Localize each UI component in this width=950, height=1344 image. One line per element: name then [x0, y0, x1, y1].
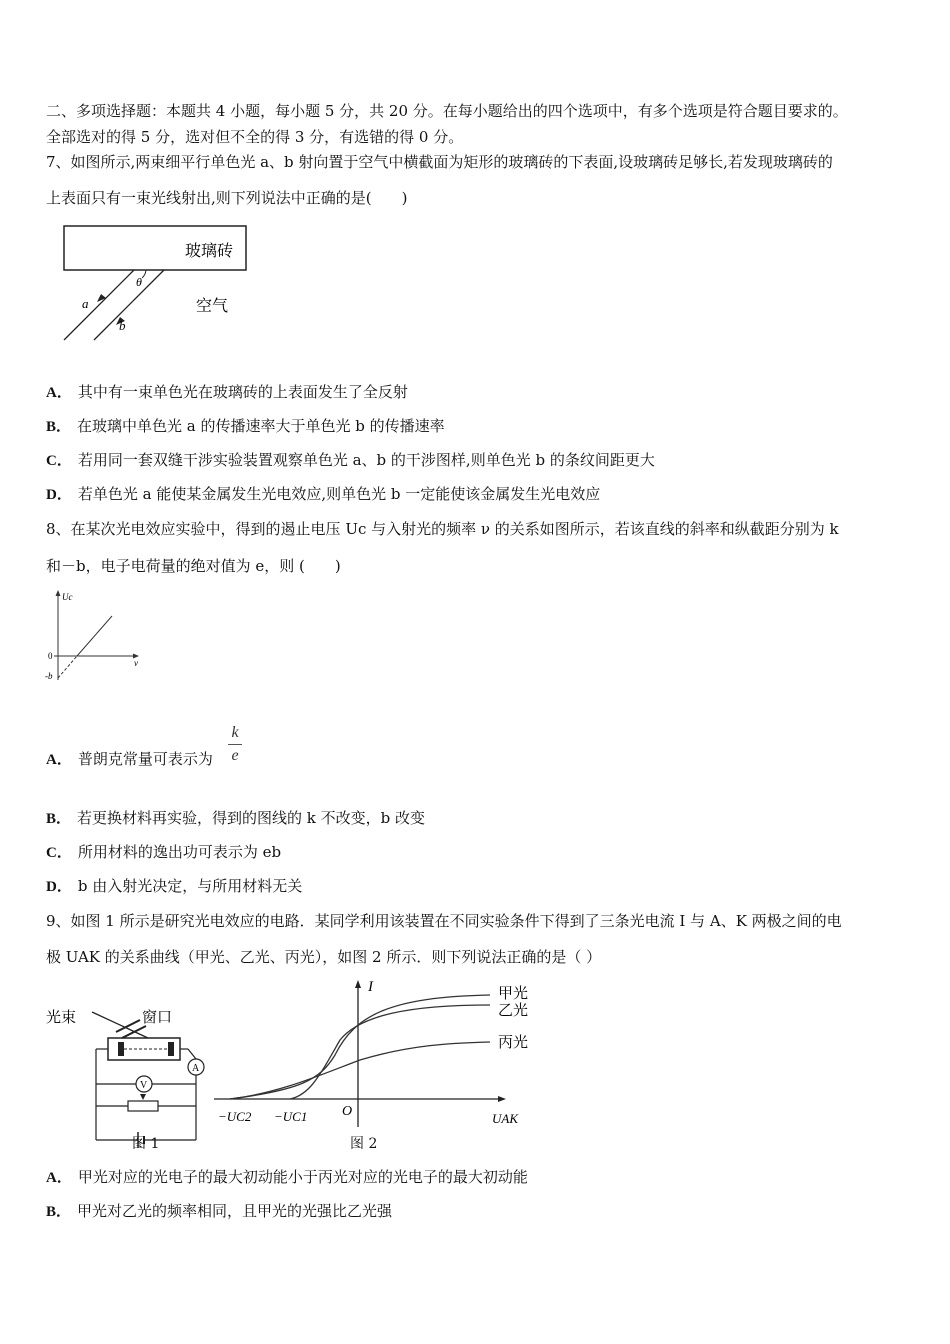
- section-line-2: 全部选对的得 5 分，选对但不全的得 3 分，有选错的得 0 分。: [46, 128, 464, 146]
- curve-bing: [230, 1042, 490, 1099]
- option-key: B．: [46, 419, 72, 435]
- option-key: B．: [46, 1204, 72, 1220]
- option-key: A．: [46, 752, 72, 768]
- q9-stem-line-1: 9、如图 1 所示是研究光电效应的电路．某同学利用该装置在不同实验条件下得到了三条光电流 I 与 A、K 两极之间的电: [46, 912, 842, 930]
- ray-b-label: b: [119, 318, 126, 333]
- angle-label: θ: [136, 275, 142, 289]
- ray-a-arrow: [97, 294, 106, 302]
- fraction-numerator: k: [231, 724, 239, 741]
- y-axis-arrow: [56, 590, 61, 596]
- i-axis-arrow: [355, 980, 361, 988]
- i-axis-label: I: [368, 979, 373, 995]
- option-text: 甲光对乙光的频率相同，且甲光的光强比乙光强: [77, 1202, 393, 1220]
- angle-arc: [142, 270, 146, 278]
- uc-line-extension: [58, 656, 77, 678]
- option-text: 所用材料的逸出功可表示为 eb: [77, 843, 282, 861]
- option-key: C．: [46, 453, 72, 469]
- q7-stem-line-1: 7、如图所示,两束细平行单色光 a、b 射向置于空气中横截面为矩形的玻璃砖的下表面,设玻璃砖足够长,若发现玻璃砖的: [46, 153, 833, 171]
- wire: [188, 1049, 196, 1059]
- figure-1-caption: 图 1: [132, 1136, 160, 1152]
- slider-arrow: [140, 1094, 146, 1100]
- option-text: 若更换材料再实验，得到的图线的 k 不改变，b 改变: [77, 809, 426, 827]
- fraction-k-over-e: [228, 724, 242, 765]
- y-label: Uc: [62, 592, 73, 602]
- q7-option-d[interactable]: [46, 484, 600, 505]
- q9-figure-1-circuit: [44, 1000, 219, 1150]
- option-text: 若用同一套双缝干涉实验装置观察单色光 a、b 的干涉图样,则单色光 b 的条纹间距更大: [77, 451, 655, 469]
- curve-yi-label: 乙光: [498, 1003, 529, 1019]
- option-key: A．: [46, 1170, 72, 1186]
- option-text: 若单色光 a 能使某金属发生光电效应,则单色光 b 一定能使该金属发生光电效应: [77, 485, 601, 503]
- electrode-a: [118, 1042, 124, 1056]
- section-line-1: 二、多项选择题：本题共 4 小题，每小题 5 分，共 20 分。在每小题给出的四个选项中，有多个选项是符合题目要求的。: [46, 102, 848, 120]
- q7-option-b[interactable]: [46, 416, 445, 437]
- option-key: D．: [46, 487, 72, 503]
- ray-a-label: a: [82, 296, 89, 311]
- option-key: B．: [46, 811, 72, 827]
- q9-figure-2-graph: [210, 975, 550, 1135]
- rheostat: [128, 1101, 158, 1111]
- voltmeter-label: V: [140, 1080, 148, 1091]
- q8-option-d[interactable]: [46, 876, 302, 897]
- q8-option-b[interactable]: [46, 808, 425, 829]
- fraction-bar: [228, 744, 242, 745]
- curve-jia-label: 甲光: [498, 986, 529, 1002]
- intercept-label: -b: [45, 671, 53, 681]
- uc2-label: −UC2: [218, 1109, 252, 1124]
- q9-option-b[interactable]: [46, 1201, 392, 1222]
- option-text: 在玻璃中单色光 a 的传播速率大于单色光 b 的传播速率: [77, 417, 445, 435]
- option-key: C．: [46, 845, 72, 861]
- ammeter-label: A: [192, 1063, 200, 1074]
- q7-option-a[interactable]: [46, 382, 408, 403]
- glass-label: 玻璃砖: [185, 243, 234, 260]
- u-axis-arrow: [498, 1096, 506, 1102]
- q9-option-a[interactable]: [46, 1167, 528, 1188]
- option-text: 普朗克常量可表示为: [77, 750, 213, 768]
- q7-stem-line-2: 上表面只有一束光线射出,则下列说法中正确的是( ): [46, 189, 408, 207]
- origin-label: O: [342, 1104, 353, 1119]
- curve-jia: [230, 995, 490, 1099]
- u-axis-label: UAK: [492, 1111, 518, 1126]
- ray-b: [94, 270, 164, 340]
- q7-figure: [46, 220, 266, 345]
- air-label: 空气: [196, 298, 229, 315]
- option-text: b 由入射光决定，与所用材料无关: [77, 877, 303, 895]
- q9-stem-line-2: 极 UAK 的关系曲线（甲光、乙光、丙光），如图 2 所示．则下列说法正确的是（ ）: [46, 948, 602, 966]
- origin-label: 0: [48, 651, 53, 661]
- beam-label: 光束: [46, 1010, 77, 1026]
- q8-graph: [44, 588, 154, 688]
- curve-bing-label: 丙光: [498, 1035, 529, 1051]
- q8-stem-line-2: 和－b，电子电荷量的绝对值为 e，则 ( ): [46, 557, 341, 575]
- q8-option-a[interactable]: [46, 749, 213, 770]
- q7-option-c[interactable]: [46, 450, 655, 471]
- window-label: 窗口: [142, 1010, 173, 1026]
- option-text: 甲光对应的光电子的最大初动能小于丙光对应的光电子的最大初动能: [77, 1168, 528, 1186]
- uc1-label: −UC1: [274, 1109, 308, 1124]
- q8-stem-line-1: 8、在某次光电效应实验中，得到的遏止电压 Uc 与入射光的频率 ν 的关系如图所示，若该直线的斜率和纵截距分别为 k: [46, 520, 839, 538]
- x-label: ν: [134, 658, 138, 668]
- light-beam: [92, 1012, 148, 1038]
- option-key: A．: [46, 385, 72, 401]
- figure-2-caption: 图 2: [350, 1136, 378, 1152]
- q8-option-c[interactable]: [46, 842, 281, 863]
- uc-line: [77, 616, 112, 656]
- fraction-denominator: e: [231, 747, 239, 764]
- option-key: D．: [46, 879, 72, 895]
- electrode-k: [168, 1042, 174, 1056]
- option-text: 其中有一束单色光在玻璃砖的上表面发生了全反射: [77, 383, 408, 401]
